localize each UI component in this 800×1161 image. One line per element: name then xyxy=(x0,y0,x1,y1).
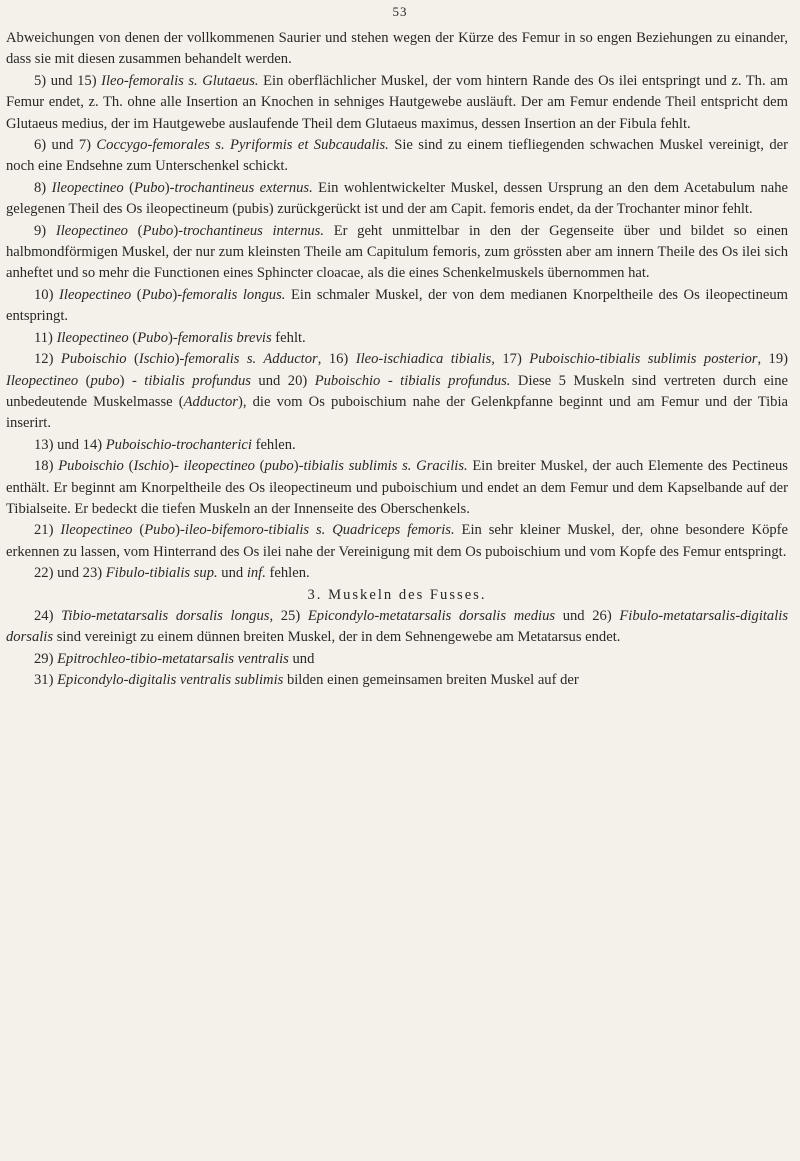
text-run: und xyxy=(217,565,247,582)
text-run: Ein sehr kleiner Muskel, der, ohne besondere Köpfe erkennen zu lassen, vom Hinterrand des Os ilei nahe der Vereinigung mit dem Os puboischium und vom Kopfe des Femur entspringt. xyxy=(6,522,789,560)
italic-term: Epicondylo-digitalis ventralis sublimis xyxy=(57,672,284,689)
text-run: ( xyxy=(123,458,134,475)
italic-term: Fibulo-tibialis sup. xyxy=(105,565,218,582)
text-run: ( xyxy=(254,458,265,475)
italic-term: Epitrochleo-tibio-metatarsalis ventralis xyxy=(57,650,289,667)
italic-term: Ileopectineo xyxy=(55,222,128,239)
text-run: ( xyxy=(131,286,142,303)
italic-term: Fibulo-metatarsalis-digitalis dorsalis xyxy=(6,607,789,646)
italic-term: inf. xyxy=(246,565,266,582)
italic-term: -tibialis sublimis s. Gracilis. xyxy=(298,458,468,475)
text-run: ( xyxy=(78,372,91,389)
italic-term: - tibialis profundus xyxy=(131,372,251,389)
text-run: Ein schmaler Muskel, der von dem medianen Knorpeltheile des Os ileopectineum entspringt. xyxy=(6,286,788,325)
italic-term: Puboischio - tibialis profundus. xyxy=(314,372,511,389)
text-run: , 25) xyxy=(269,607,308,624)
italic-term: Ileo-femoralis s. Glutaeus. xyxy=(101,72,259,89)
italic-term: Ileopectineo xyxy=(59,286,132,303)
text-run: Diese 5 Muskeln sind vertreten durch eine unbedeutende Muskelmasse ( xyxy=(6,372,788,410)
text-run: 13) und 14) xyxy=(34,436,106,453)
paragraph xyxy=(6,178,788,221)
text-run: ) xyxy=(168,329,173,346)
text-run: 18) xyxy=(34,458,59,475)
italic-term: Ischio xyxy=(133,458,170,475)
text-run: ) xyxy=(119,372,132,389)
text-run: fehlen. xyxy=(251,436,296,453)
text-run: ( xyxy=(126,351,139,368)
italic-term: Ileo-ischiadica tibialis xyxy=(355,351,492,368)
italic-term: Pubo xyxy=(141,286,173,303)
text-run: 3. Muskeln des Fusses. xyxy=(307,586,487,603)
text-run: 31) xyxy=(34,672,58,689)
text-run: Ein breiter Muskel, der auch Elemente des Pectineus enthält. Er beginnt am Knorpeltheile des Os ileopectineum und puboischium und endet an dem Femur und dem Kapselbande auf der Tibialseite. Er bedeckt die tiefen Muskeln an der Innenseite des Oberschenkels. xyxy=(6,458,788,517)
text-run: , 17) xyxy=(491,351,530,368)
paragraph xyxy=(6,520,788,563)
text-run: 12) xyxy=(34,351,61,368)
paragraph xyxy=(6,649,788,670)
italic-term: Puboischio-trochanterici xyxy=(105,436,252,453)
page-number: 53 xyxy=(392,4,408,19)
body-text xyxy=(6,28,788,692)
italic-term: Pubo xyxy=(142,222,174,239)
italic-term: - ileopectineo xyxy=(174,458,255,475)
text-run: 10) xyxy=(34,286,60,303)
italic-term: Ileopectineo xyxy=(56,329,129,346)
text-run: bilden einen gemeinsamen breiten Muskel auf der xyxy=(283,672,579,689)
text-run: fehlt. xyxy=(271,329,306,346)
paragraph xyxy=(6,670,788,691)
italic-term: -femoralis s. Adductor xyxy=(179,351,318,368)
text-run: ) xyxy=(174,351,180,368)
text-run: und xyxy=(288,650,315,667)
paragraph xyxy=(6,135,788,178)
paragraph xyxy=(6,221,788,285)
italic-term: Ileopectineo xyxy=(6,372,79,389)
paragraph xyxy=(6,328,788,349)
text-run: ), die vom Os puboischium nahe der Gelenkpfanne beginnt und am Femur und der Tibia inserirt. xyxy=(6,393,788,432)
italic-term: -femoralis longus. xyxy=(177,286,286,303)
italic-term: Puboischio xyxy=(58,458,124,475)
text-run: ( xyxy=(127,222,143,239)
italic-term: Ileopectineo xyxy=(60,522,133,539)
text-run: und 20) xyxy=(250,372,315,389)
text-run: Ein wohlentwickelter Muskel, dessen Ursprung an den dem Acetabulum nahe gelegenen Theil des Os ileopectineum (pubis) zurückgerückt ist und der am Capit. femoris endet, da der Trochanter minor fehlt. xyxy=(6,179,788,218)
text-run: ( xyxy=(128,329,138,346)
text-run: 22) und 23) xyxy=(34,565,106,582)
italic-term: Pubo xyxy=(137,329,169,346)
text-run: 24) xyxy=(34,607,62,624)
text-run: 21) xyxy=(34,522,61,539)
italic-term: Coccygo-femorales s. Pyriformis et Subcaudalis. xyxy=(96,137,389,154)
italic-term: Adductor xyxy=(183,393,238,410)
paragraph xyxy=(6,435,788,456)
paragraph xyxy=(6,71,788,135)
text-run: 8) xyxy=(34,179,52,196)
text-run: ) xyxy=(172,286,178,303)
text-run: ) xyxy=(169,458,174,475)
paragraph xyxy=(6,456,788,520)
text-run: 11) xyxy=(34,329,57,346)
paragraph xyxy=(6,606,788,649)
italic-term: Ileopectineo xyxy=(51,179,124,196)
paragraph xyxy=(6,285,788,328)
text-run: 5) und 15) xyxy=(34,72,102,89)
text-run: , 19) xyxy=(757,351,788,368)
italic-term: pubo xyxy=(90,372,120,389)
section-heading xyxy=(6,585,788,606)
text-run: , 16) xyxy=(317,351,356,368)
paragraph xyxy=(6,563,788,584)
text-run: Sie sind zu einem tiefliegenden schwachen Muskel vereinigt, der noch eine Endsehne zum Unterschenkel schickt. xyxy=(6,137,788,175)
italic-term: Pubo xyxy=(144,522,176,539)
italic-term: -trochantineus internus. xyxy=(178,222,324,239)
text-run: 9) xyxy=(34,222,56,239)
italic-term: Tibio-metatarsalis dorsalis longus xyxy=(61,607,270,624)
text-run: ) xyxy=(175,522,180,539)
text-run: ) xyxy=(164,179,170,196)
text-run: ( xyxy=(123,179,134,196)
text-run: und 26) xyxy=(555,607,620,624)
text-run: Abweichungen von denen der vollkommenen Saurier und stehen wegen der Kürze des Femur in so engen Beziehungen zu einander, dass sie mit diesen zusammen behandelt werden. xyxy=(6,30,788,68)
text-run: ) xyxy=(173,222,179,239)
text-run: fehlen. xyxy=(265,565,310,582)
italic-term: -trochantineus externus. xyxy=(169,179,313,196)
text-run: sind vereinigt zu einem dünnen breiten Muskel, der in dem Sehnengewebe am Metatarsus endet. xyxy=(53,629,621,646)
italic-term: -femoralis brevis xyxy=(172,329,272,346)
italic-term: Puboischio-tibialis sublimis posterior xyxy=(529,351,758,368)
italic-term: Pubo xyxy=(133,179,165,196)
paragraph xyxy=(6,349,788,435)
italic-term: pubo xyxy=(264,458,294,475)
italic-term: -ileo-bifemoro-tibialis s. Quadriceps femoris. xyxy=(179,522,455,539)
text-run: ( xyxy=(132,522,145,539)
text-run: Er geht unmittelbar in den der Gegenseite über und bildet so einen halbmondförmigen Muskel, der nur zum kleinsten Theile am Capitulum femoris, zum grössten aber am innern Theile des Os ilei sich anheftet und so mehr die Functionen eines Sphincter cloacae, als die eines Schenkelmuskels übernommen hat. xyxy=(6,222,789,282)
italic-term: Epicondylo-metatarsalis dorsalis medius xyxy=(307,607,556,624)
italic-term: Puboischio xyxy=(60,351,127,368)
text-run: 29) xyxy=(34,650,58,667)
text-run: ) xyxy=(293,458,299,475)
paragraph xyxy=(6,28,788,71)
italic-term: Ischio xyxy=(138,351,175,368)
text-run: 6) und 7) xyxy=(34,137,97,154)
text-run: Ein oberflächlicher Muskel, der vom hintern Rande des Os ilei entspringt und z. Th. am Femur endet, z. Th. ohne alle Insertion an Knochen in sehniges Hautgewebe ausläuft. Der am Femur endende Theil entspricht dem Glutaeus medius, der im Hautgewebe auslaufende Theil dem Glutaeus maximus, dessen Insertion an der Fibula fehlt. xyxy=(6,72,788,132)
